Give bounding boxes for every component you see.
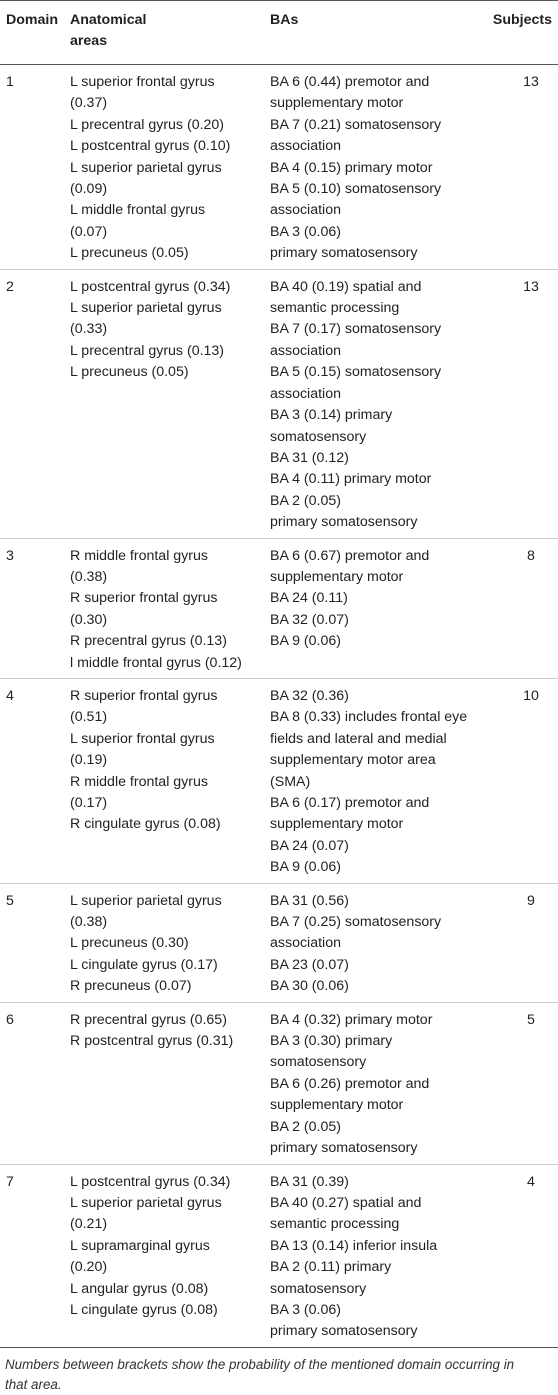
bas-cell xyxy=(270,1164,484,1347)
bas-line: semantic processing xyxy=(270,300,400,317)
footnote-line: Numbers between brackets show the probability of the mentioned domain occurring in xyxy=(5,1356,515,1372)
anatomical-areas-line: L superior frontal gyrus xyxy=(70,74,215,90)
footnote-line: that area. xyxy=(5,1376,62,1392)
anatomical-areas-line: (0.20) xyxy=(70,1259,108,1276)
bas-line: BA 24 (0.07) xyxy=(270,837,349,854)
anatomical-areas-line: (0.38) xyxy=(70,914,108,931)
anatomical-areas-cell xyxy=(70,883,270,1002)
bas-line: association xyxy=(270,138,341,155)
anatomical-areas-line: L angular gyrus (0.08) xyxy=(70,1280,209,1297)
bas-cell xyxy=(270,678,484,883)
bas-line: BA 3 (0.06) xyxy=(270,223,341,240)
bas-line: BA 40 (0.27) spatial and xyxy=(270,1194,422,1211)
table-header xyxy=(0,1,558,65)
bas-line: BA 2 (0.05) xyxy=(270,492,341,509)
anatomical-areas-line: (0.38) xyxy=(70,568,108,585)
bas-line: primary somatosensory xyxy=(270,1323,418,1340)
bas-line: fields and lateral and medial xyxy=(270,730,447,747)
anatomical-areas-line: L postcentral gyrus (0.10) xyxy=(70,138,231,155)
subjects-cell: 13 xyxy=(523,278,539,295)
anatomical-areas-line: (0.19) xyxy=(70,752,108,769)
subjects-cell: 10 xyxy=(523,687,539,704)
anatomical-areas-line: L postcentral gyrus (0.34) xyxy=(70,278,231,295)
bas-line: BA 9 (0.06) xyxy=(270,633,341,650)
bas-line: supplementary motor xyxy=(270,95,404,112)
bas-line: BA 4 (0.11) primary motor xyxy=(270,471,432,488)
bas-line: BA 6 (0.17) premotor and xyxy=(270,795,430,811)
anatomical-areas-line: R precuneus (0.07) xyxy=(70,978,192,995)
header-row xyxy=(0,1,558,65)
domain-cell: 4 xyxy=(6,687,14,704)
bas-line: BA 31 (0.56) xyxy=(270,892,349,909)
bas-line: supplementary motor xyxy=(270,816,404,833)
bas-line: BA 5 (0.10) somatosensory xyxy=(270,181,442,198)
bas-line: BA 31 (0.12) xyxy=(270,449,349,466)
anatomical-areas-line: R middle frontal gyrus xyxy=(70,547,208,564)
bas-line: BA 32 (0.07) xyxy=(270,611,349,628)
domain-cell: 2 xyxy=(6,278,14,295)
domain-cell: 3 xyxy=(6,547,14,564)
anatomical-areas-line: (0.09) xyxy=(70,181,108,198)
domain-cell: 1 xyxy=(6,74,14,90)
bas-line: BA 8 (0.33) includes frontal eye xyxy=(270,709,468,726)
anatomical-areas-line: L superior frontal gyrus xyxy=(70,730,215,747)
anatomical-areas-cell xyxy=(70,65,270,270)
subjects-cell: 8 xyxy=(527,547,535,564)
anatomical-areas-line: (0.33) xyxy=(70,321,108,338)
anatomical-areas-line: L superior parietal gyrus xyxy=(70,1194,222,1211)
anatomical-areas-line: L superior parietal gyrus xyxy=(70,892,222,909)
header-bas: BAs xyxy=(270,12,299,28)
anatomical-areas-line: (0.17) xyxy=(70,795,108,811)
bas-line: BA 9 (0.06) xyxy=(270,859,341,876)
bas-line: supplementary motor xyxy=(270,1097,404,1114)
subjects-cell: 4 xyxy=(527,1173,535,1190)
table-row xyxy=(0,538,558,678)
bas-cell xyxy=(270,269,484,538)
bas-line: BA 13 (0.14) inferior insula xyxy=(270,1237,438,1254)
bas-line: BA 3 (0.14) primary xyxy=(270,407,393,424)
bas-line: primary somatosensory xyxy=(270,514,418,531)
bas-line: association xyxy=(270,385,341,402)
bas-cell xyxy=(270,65,484,270)
bas-line: BA 3 (0.06) xyxy=(270,1301,341,1318)
anatomical-areas-line: L precuneus (0.30) xyxy=(70,935,189,952)
anatomical-areas-cell xyxy=(70,1002,270,1164)
anatomical-areas-line: R cingulate gyrus (0.08) xyxy=(70,816,221,833)
table-footnote xyxy=(0,1348,558,1395)
bas-line: BA 6 (0.44) premotor and xyxy=(270,74,430,90)
bas-line: primary somatosensory xyxy=(270,1140,418,1157)
subjects-cell: 9 xyxy=(527,892,535,909)
domain-cell: 7 xyxy=(6,1173,14,1190)
bas-line: BA 30 (0.06) xyxy=(270,978,349,995)
bas-line: BA 6 (0.67) premotor and xyxy=(270,547,430,564)
bas-line: semantic processing xyxy=(270,1216,400,1233)
bas-line: association xyxy=(270,342,341,359)
header-anatomical-areas xyxy=(70,1,270,65)
bas-line: somatosensory xyxy=(270,1280,367,1297)
anatomical-areas-line: (0.07) xyxy=(70,223,108,240)
header-domain: Domain xyxy=(6,12,59,28)
anatomical-areas-line: (0.37) xyxy=(70,95,108,112)
table-row xyxy=(0,1002,558,1164)
bas-line: BA 2 (0.05) xyxy=(270,1118,341,1135)
anatomical-areas-cell xyxy=(70,678,270,883)
anatomical-areas-line: L superior parietal gyrus xyxy=(70,159,222,176)
bas-line: BA 23 (0.07) xyxy=(270,956,349,973)
header-subjects: Subjects xyxy=(492,12,552,28)
anatomical-areas-line: (0.21) xyxy=(70,1216,108,1233)
bas-line: BA 2 (0.11) primary xyxy=(270,1259,392,1276)
bas-line: (SMA) xyxy=(270,773,311,790)
bas-line: somatosensory xyxy=(270,428,367,445)
bas-line: association xyxy=(270,935,341,952)
table-row xyxy=(0,678,558,883)
anatomical-areas-line: L precentral gyrus (0.20) xyxy=(70,116,225,133)
table-row xyxy=(0,269,558,538)
bas-line: BA 31 (0.39) xyxy=(270,1173,349,1190)
bas-line: BA 3 (0.30) primary xyxy=(270,1033,393,1050)
anatomical-areas-line: L supramarginal gyrus xyxy=(70,1237,210,1254)
anatomical-areas-line: L precentral gyrus (0.13) xyxy=(70,342,225,359)
bas-line: supplementary motor area xyxy=(270,752,436,769)
bas-line: BA 7 (0.21) somatosensory xyxy=(270,116,442,133)
anatomical-areas-cell xyxy=(70,538,270,678)
bas-line: BA 40 (0.19) spatial and xyxy=(270,278,422,295)
bas-line: association xyxy=(270,202,341,219)
subjects-cell: 5 xyxy=(527,1011,535,1028)
table-row xyxy=(0,65,558,270)
bas-line: BA 4 (0.32) primary motor xyxy=(270,1011,433,1028)
table-row xyxy=(0,1164,558,1347)
bas-line: BA 7 (0.17) somatosensory xyxy=(270,321,442,338)
anatomical-areas-line: (0.30) xyxy=(70,611,108,628)
anatomical-areas-line: L precuneus (0.05) xyxy=(70,364,189,381)
domain-cell: 5 xyxy=(6,892,14,909)
bas-line: BA 7 (0.25) somatosensory xyxy=(270,914,442,931)
bas-cell xyxy=(270,883,484,1002)
header-anatomical-line: areas xyxy=(70,33,108,49)
anatomical-areas-line: L postcentral gyrus (0.34) xyxy=(70,1173,231,1190)
anatomical-areas-line: L precuneus (0.05) xyxy=(70,245,189,262)
table-body xyxy=(0,65,558,1348)
anatomical-areas-line: L cingulate gyrus (0.08) xyxy=(70,1301,218,1318)
anatomical-areas-line: R middle frontal gyrus xyxy=(70,773,208,790)
table-row xyxy=(0,883,558,1002)
bas-line: somatosensory xyxy=(270,1054,367,1071)
header-anatomical-line: Anatomical xyxy=(70,12,147,28)
anatomical-areas-line: R precentral gyrus (0.65) xyxy=(70,1011,227,1028)
anatomical-areas-line: R precentral gyrus (0.13) xyxy=(70,633,227,650)
anatomical-areas-line: R postcentral gyrus (0.31) xyxy=(70,1033,234,1050)
bas-line: primary somatosensory xyxy=(270,245,418,262)
anatomical-areas-cell xyxy=(70,1164,270,1347)
subjects-cell: 13 xyxy=(523,74,539,90)
anatomical-areas-line: l middle frontal gyrus (0.12) xyxy=(70,654,242,671)
bas-line: BA 32 (0.36) xyxy=(270,687,349,704)
anatomical-areas-line: (0.51) xyxy=(70,709,108,726)
bas-line: BA 6 (0.26) premotor and xyxy=(270,1075,430,1092)
anatomical-areas-cell xyxy=(70,269,270,538)
anatomical-areas-line: L middle frontal gyrus xyxy=(70,202,206,219)
bas-cell xyxy=(270,1002,484,1164)
domain-cell: 6 xyxy=(6,1011,14,1028)
anatomical-areas-line: R superior frontal gyrus xyxy=(70,590,218,607)
bas-line: BA 4 (0.15) primary motor xyxy=(270,159,433,176)
anatomical-areas-line: R superior frontal gyrus xyxy=(70,687,218,704)
bas-line: BA 5 (0.15) somatosensory xyxy=(270,364,442,381)
anatomical-areas-line: L superior parietal gyrus xyxy=(70,300,222,317)
anatomical-areas-line: L cingulate gyrus (0.17) xyxy=(70,956,218,973)
bas-line: supplementary motor xyxy=(270,568,404,585)
bas-line: BA 24 (0.11) xyxy=(270,590,348,607)
bas-cell xyxy=(270,538,484,678)
